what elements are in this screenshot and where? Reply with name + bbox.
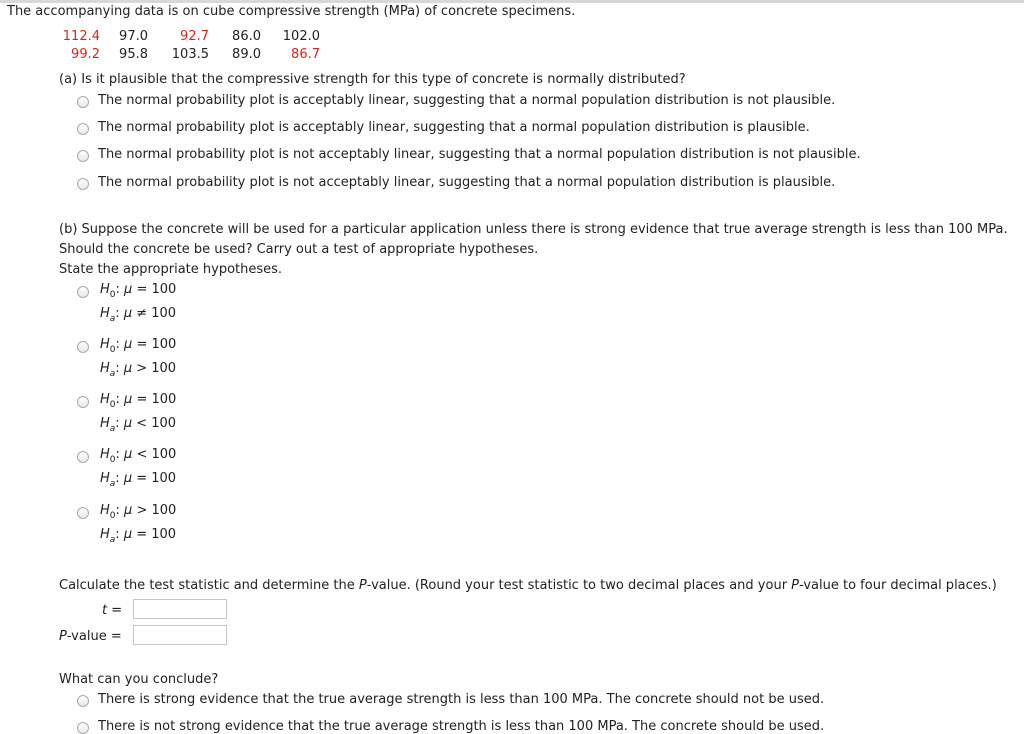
hypothesis-1-ha[interactable]: $H_a$: μ ≠ 100	[100, 306, 177, 324]
part-a-option-4-label[interactable]: The normal probability plot is not acceptably linear, suggesting that a normal population distribution is plausible.	[98, 175, 836, 190]
hypothesis-1-h0-value: = 100	[136, 282, 177, 297]
data-value: 102.0	[282, 29, 320, 44]
conclude-option-1-radio[interactable]	[77, 695, 89, 707]
hypothesis-option-2-radio[interactable]	[77, 341, 89, 353]
hypothesis-option-4-radio[interactable]	[77, 451, 89, 463]
data-value: 112.4	[62, 29, 100, 44]
hypothesis-option-1-radio[interactable]	[77, 286, 89, 298]
hypothesis-3-ha-value: < 100	[136, 416, 177, 431]
hypothesis-3-h0[interactable]: $H_0$: μ = 100	[100, 392, 177, 410]
hypothesis-4-h0-value: < 100	[136, 447, 177, 462]
hypothesis-4-ha[interactable]: $H_a$: μ = 100	[100, 471, 177, 489]
data-value: 99.2	[71, 47, 100, 62]
hypothesis-4-ha-value: = 100	[136, 471, 177, 486]
t-statistic-label	[102, 603, 122, 618]
hypothesis-2-ha-value: > 100	[136, 361, 177, 376]
part-a-option-4-radio[interactable]	[77, 178, 89, 190]
hypothesis-2-h0[interactable]: $H_0$: μ = 100	[100, 337, 177, 355]
part-a-option-3-label[interactable]: The normal probability plot is not acceptably linear, suggesting that a normal population distribution is not plausible.	[98, 147, 861, 162]
hypothesis-3-ha[interactable]: $H_a$: μ < 100	[100, 416, 177, 434]
part-a-question: (a) Is it plausible that the compressive strength for this type of concrete is normally distributed?	[59, 72, 686, 87]
equals-sign: =	[110, 629, 122, 644]
part-b-line-2: Should the concrete be used? Carry out a test of appropriate hypotheses.	[59, 242, 539, 257]
data-value: 103.5	[171, 47, 209, 62]
hypothesis-option-5-radio[interactable]	[77, 507, 89, 519]
hypothesis-2-ha[interactable]: $H_a$: μ > 100	[100, 361, 177, 379]
data-value: 97.0	[119, 29, 148, 44]
part-a-option-2-radio[interactable]	[77, 123, 89, 135]
part-a-option-3-radio[interactable]	[77, 150, 89, 162]
calc-prompt	[59, 578, 997, 593]
data-value: 92.7	[180, 29, 209, 44]
calc-prompt-part: Calculate the test statistic and determine the	[59, 578, 359, 593]
hypothesis-1-ha-value: ≠ 100	[136, 306, 177, 321]
calc-prompt-italic: P	[358, 578, 367, 593]
conclude-option-2-radio[interactable]	[77, 722, 89, 734]
calc-prompt-part: -value to four decimal places.)	[799, 578, 997, 593]
data-value: 89.0	[232, 47, 261, 62]
part-b-line-1: (b) Suppose the concrete will be used for a particular application unless there is strong evidence that true average strength is less than 100 MPa.	[59, 222, 1008, 237]
calc-prompt-part: -value. (Round your test statistic to two decimal places and your	[366, 578, 792, 593]
p-suffix: -value	[66, 629, 107, 644]
top-border	[0, 0, 1024, 3]
hypothesis-5-h0[interactable]: $H_0$: μ > 100	[100, 503, 177, 521]
hypothesis-1-h0[interactable]: $H_0$: μ = 100	[100, 282, 177, 300]
hypothesis-5-h0-value: > 100	[136, 503, 177, 518]
hypothesis-4-h0[interactable]: $H_0$: μ < 100	[100, 447, 177, 465]
t-var: t	[102, 603, 108, 618]
intro-text: The accompanying data is on cube compressive strength (MPa) of concrete specimens.	[7, 4, 576, 19]
p-value-input[interactable]	[133, 625, 227, 645]
data-value: 86.7	[291, 47, 320, 62]
hypothesis-5-ha-value: = 100	[136, 527, 177, 542]
data-value: 86.0	[232, 29, 261, 44]
part-a-option-1-radio[interactable]	[77, 96, 89, 108]
calc-prompt-italic: P	[791, 578, 800, 593]
hypothesis-3-h0-value: = 100	[136, 392, 177, 407]
hypothesis-option-3-radio[interactable]	[77, 396, 89, 408]
hypothesis-2-h0-value: = 100	[136, 337, 177, 352]
t-statistic-input[interactable]	[133, 599, 227, 619]
conclude-option-2-label[interactable]: There is not strong evidence that the true average strength is less than 100 MPa. The concrete should be used.	[98, 719, 825, 734]
conclude-option-1-label[interactable]: There is strong evidence that the true average strength is less than 100 MPa. The concrete should not be used.	[98, 692, 825, 707]
conclude-question: What can you conclude?	[59, 672, 219, 687]
hypothesis-5-ha[interactable]: $H_a$: μ = 100	[100, 527, 177, 545]
p-value-label	[59, 629, 122, 644]
equals-sign: =	[111, 603, 123, 618]
part-a-option-1-label[interactable]: The normal probability plot is acceptably linear, suggesting that a normal population distribution is not plausible.	[98, 93, 836, 108]
part-b-line-3: State the appropriate hypotheses.	[59, 262, 283, 277]
part-a-option-2-label[interactable]: The normal probability plot is acceptably linear, suggesting that a normal population distribution is plausible.	[98, 120, 810, 135]
p-var: P	[59, 629, 67, 644]
data-value: 95.8	[119, 47, 148, 62]
